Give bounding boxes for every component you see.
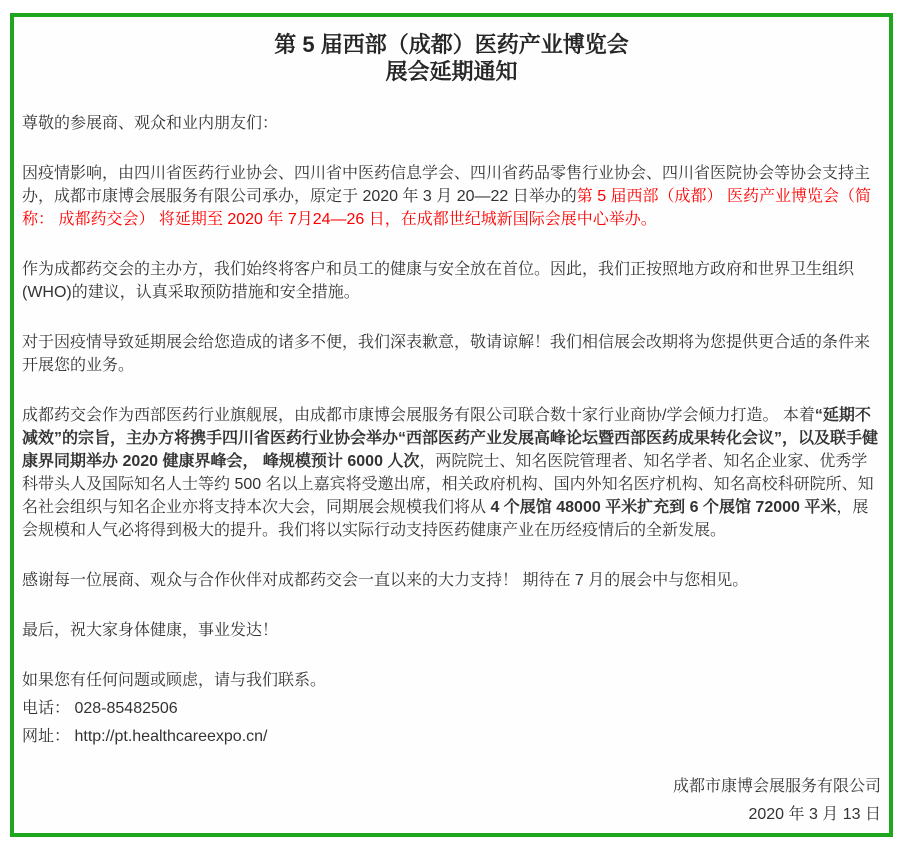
- signature-date: 2020 年 3 月 13 日: [748, 806, 881, 823]
- flagship-scale-bold-text: 4 个展馆 48000 平米扩充到 6 个展馆 72000 平米: [490, 499, 837, 516]
- website-url: http://pt.healthcareexpo.cn/: [74, 728, 268, 745]
- flagship-mid-text: ，两院院士、知名医院管理者、知名学者、知名企业家、优秀学科带头人及国际知名人士等约 500 名以上嘉宾将受邀出席，相关政府机构、国内外知名医疗机构、知名高校科研院所、知名社会组织与知名企业亦将支持本次大会，同期展会规模我们将从: [22, 453, 874, 516]
- phone-label: 电话：: [22, 700, 71, 717]
- paragraph-safety: 作为成都药交会的主办方，我们始终将客户和员工的健康与安全放在首位。因此，我们正按照地方政府和世界卫生组织(WHO)的建议，认真采取预防措施和安全措施。: [22, 261, 855, 301]
- salutation: 尊敬的参展商、观众和业内朋友们：: [22, 115, 279, 132]
- paragraph-thanks: 感谢每一位展商、观众与合作伙伴对成都药交会一直以来的大力支持！ 期待在 7 月的展会中与您相见。: [22, 572, 749, 589]
- postponement-highlight-text: 第 5 届西部（成都） 医药产业博览会（简称： 成都药交会） 将延期至 2020 年 7月24—26 日，在成都世纪城新国际会展中心举办。: [22, 188, 872, 228]
- paragraph-postponement: [22, 162, 881, 231]
- phone-value: 028-85482506: [74, 700, 178, 717]
- contact-website-line: [22, 725, 881, 748]
- paragraph-flagship: [22, 404, 881, 542]
- paragraph-wish: 最后，祝大家身体健康，事业发达！: [22, 622, 279, 639]
- website-label: 网址：: [22, 728, 71, 745]
- notice-document: [10, 13, 893, 837]
- postponement-intro-text: 因疫情影响，由四川省医药行业协会、四川省中医药信息学会、四川省药品零售行业协会、四川省医院协会等协会支持主办，成都市康博会展服务有限公司承办，原定于 2020 年 3 月 20—22 日举办的: [22, 165, 871, 205]
- flagship-lead-text: 成都药交会作为西部医药行业旗舰展，由成都市康博会展服务有限公司联合数十家行业商协/学会倾力打造。 本着: [22, 407, 815, 424]
- contact-phone-line: [22, 697, 881, 720]
- title-line-1: 第 5 届西部（成都）医药产业博览会: [274, 32, 629, 57]
- signature-company: 成都市康博会展服务有限公司: [672, 778, 881, 795]
- page-title: [22, 31, 881, 85]
- flagship-theme-bold-text: “延期不减效”的宗旨，主办方将携手四川省医药行业协会举办“西部医药产业发展高峰论坛暨西部医药成果转化会议”，以及联手健康界同期举办 2020 健康界峰会， 峰规模预计 6000 人次: [22, 407, 879, 470]
- paragraph-apology: 对于因疫情导致延期展会给您造成的诸多不便，我们深表歉意，敬请谅解！我们相信展会改期将为您提供更合适的条件来开展您的业务。: [22, 334, 871, 374]
- title-line-2: 展会延期通知: [385, 59, 518, 84]
- flagship-tail-text: ，展会规模和人气必将得到极大的提升。我们将以实际行动支持医药健康产业在历经疫情后的全新发展。: [22, 499, 869, 539]
- contact-intro: 如果您有任何问题或顾虑，请与我们联系。: [22, 672, 327, 689]
- signature-block: [22, 775, 881, 826]
